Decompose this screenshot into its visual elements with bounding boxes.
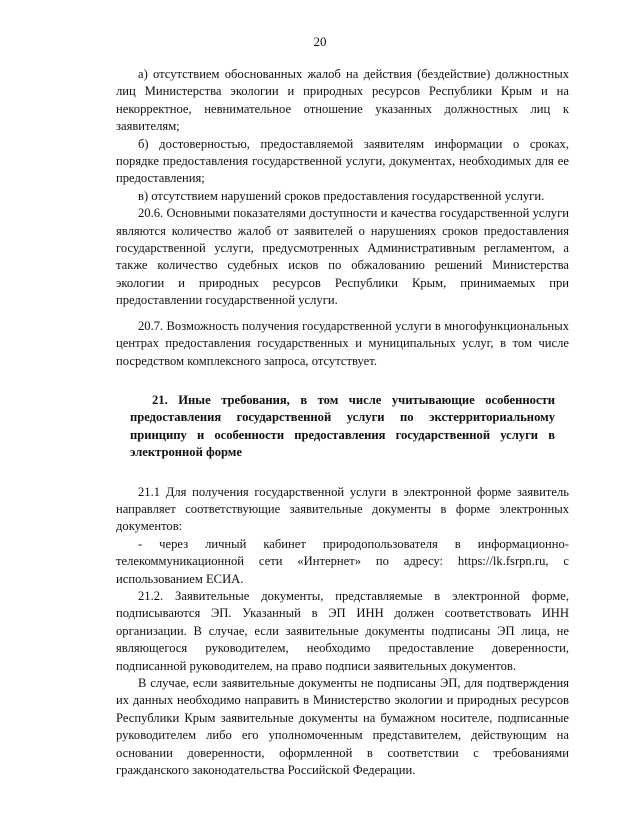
paragraph-b: б) достоверностью, предоставляемой заявителям информации о сроках, порядке предоставления государственной услуги, документах, необходимых для ее предоставления; bbox=[116, 136, 569, 186]
paragraph-20-6: 20.6. Основными показателями доступности и качества государственной услуги являются количество жалоб от заявителей о нарушениях сроков предоставления государственной услуги, предусмотренных Административным регламентом, а также количество судебных исков по обжалованию решений Министерства экологии и природных ресурсов Республики Крым, принимаемых при предоставлении государственной услуги. bbox=[116, 206, 569, 308]
document-body bbox=[116, 66, 569, 779]
paragraph-21-1-item: - через личный кабинет природопользователя в информационно-телекоммуникационной сети «Интернет» по адресу: https://lk.fsrpn.ru, с использованием ЕСИА. bbox=[116, 536, 569, 586]
spacer bbox=[116, 370, 569, 392]
paragraph-v: в) отсутствием нарушений сроков предоставления государственной услуги. bbox=[138, 188, 545, 203]
spacer bbox=[116, 462, 569, 484]
paragraph-a: а) отсутствием обоснованных жалоб на действия (бездействие) должностных лиц Министерства экологии и природных ресурсов Республики Крым и на некорректное, невнимательное отношение указанных должностных лиц к заявителям; bbox=[116, 67, 569, 134]
paragraph-21-2: 21.2. Заявительные документы, представляемые в электронной форме, подписываются ЭП. Указанный в ЭП ИНН должен соответствовать ИНН организации. В случае, если заявительные документы подписаны ЭП лица, не являющегося руководителем, необходимо предоставление доверенности, подписанной руководителем, на право подписи заявительных документов. bbox=[116, 588, 569, 673]
paragraph-21-1: 21.1 Для получения государственной услуги в электронной форме заявитель направляет соответствующие заявительные документы в форме электронных документов: bbox=[116, 484, 569, 534]
spacer bbox=[116, 310, 569, 318]
paragraph-last: В случае, если заявительные документы не подписаны ЭП, для подтверждения их данных необходимо направить в Министерство экологии и природных ресурсов Республики Крым заявительные документы на бумажном носителе, подписанные руководителем либо его уполномоченным представителем, действующим на основании доверенности, оформленной в соответствии с требованиями гражданского законодательства Российской Федерации. bbox=[116, 676, 569, 778]
section-heading-21: 21. Иные требования, в том числе учитывающие особенности предоставления государственной услуги по экстерриториальному принципу и особенности предоставления государственной услуги в электронной форме bbox=[130, 392, 555, 460]
page-number: 20 bbox=[313, 34, 327, 49]
paragraph-20-7: 20.7. Возможность получения государственной услуги в многофункциональных центрах предоставления государственных и муниципальных услуг, в том числе посредством комплексного запроса, отсутствует. bbox=[116, 318, 569, 368]
